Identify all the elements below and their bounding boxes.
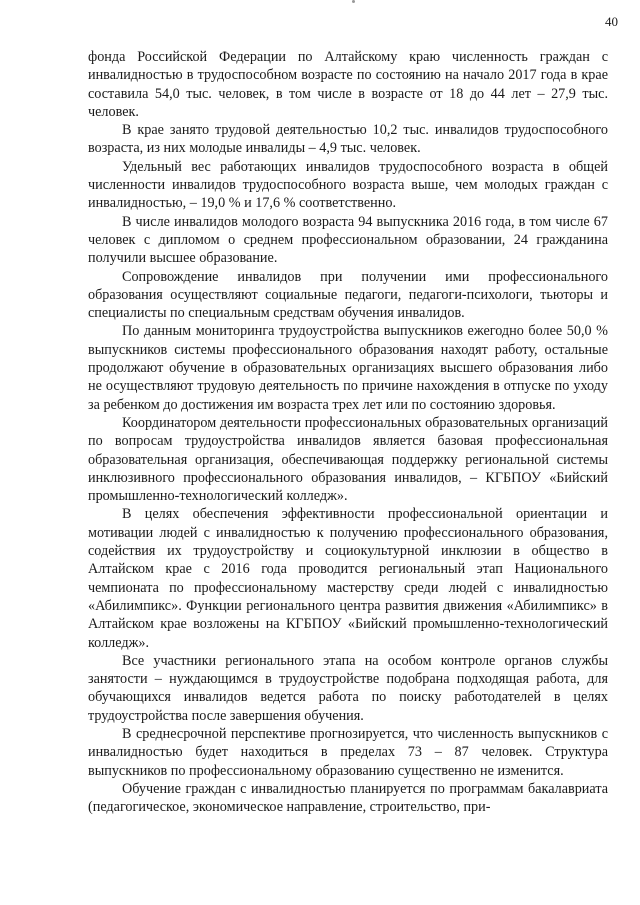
paragraph-1: фонда Российской Федерации по Алтайскому краю численность граждан с инвалидностью в трудоспособном возрасте по состоянию на начало 2017 года в крае составила 54,0 тыс. человек, в том числе в возрасте от 18 до 44 лет – 27,9 тыс. человек. bbox=[88, 49, 608, 120]
page-number: 40 bbox=[605, 14, 618, 29]
paragraph-10: В среднесрочной перспективе прогнозируется, что численность выпускников с инвалидностью будет находиться в пределах 73 – 87 человек. Структура выпускников по профессиональному образованию существенно не изменится. bbox=[88, 725, 608, 779]
paragraph-2: В крае занято трудовой деятельностью 10,2 тыс. инвалидов трудоспособного возраста, из них молодые инвалиды – 4,9 тыс. человек. bbox=[88, 122, 608, 157]
paragraph-4: В числе инвалидов молодого возраста 94 выпускника 2016 года, в том числе 67 человек с дипломом о среднем профессиональном образовании, 24 гражданина получили высшее образование. bbox=[88, 213, 608, 267]
paragraph-3: Удельный вес работающих инвалидов трудоспособного возраста в общей численности инвалидов трудоспособного возраста выше, чем молодых граждан с инвалидностью, – 19,0 % и 17,6 % соответственно. bbox=[88, 158, 608, 212]
paragraph-7: Координатором деятельности профессиональных образовательных организаций по вопросам трудоустройства инвалидов является базовая профессиональная образовательная организация, обеспечивающая поддержку региональной системы инклюзивного профессионального образования инвалидов, – КГБПОУ «Бийский промышленно-технологический колледж». bbox=[88, 414, 608, 505]
scan-mark bbox=[352, 0, 355, 3]
paragraph-5: Сопровождение инвалидов при получении ими профессионального образования осуществляют социальные педагоги, педагоги-психологи, тьюторы и специалисты по специальным средствам обучения инвалидов. bbox=[88, 268, 608, 322]
paragraph-8: В целях обеспечения эффективности профессиональной ориентации и мотивации людей с инвалидностью к получению профессионального образования, содействия их трудоустройству и социокультурной инклюзии в общество в Алтайском крае с 2016 года проводится региональный этап Национального чемпионата по профессиональному мастерству среди людей с инвалидностью «Абилимпикс». Функции регионального центра развития движения «Абилимпикс» в Алтайском крае возложены на КГБПОУ «Бийский промышленно-технологический колледж». bbox=[88, 506, 608, 651]
paragraph-6: По данным мониторинга трудоустройства выпускников ежегодно более 50,0 % выпускников системы профессионального образования находят работу, остальные продолжают обучение в образовательных организациях высшего образования либо не осуществляют трудовую деятельность по причине нахождения в отпуске по уходу за ребенком до достижения им возраста трех лет или по состоянию здоровья. bbox=[88, 323, 608, 413]
paragraph-11: Обучение граждан с инвалидностью планируется по программам бакалавриата (педагогическое, экономическое направление, строительство, при- bbox=[88, 780, 608, 816]
document-body bbox=[88, 48, 608, 816]
paragraph-9: Все участники регионального этапа на особом контроле органов службы занятости – нуждающимся в трудоустройстве подобрана подходящая работа, для обучающихся инвалидов ведется работа по поиску работодателей в целях трудоустройства после завершения обучения. bbox=[88, 652, 608, 724]
